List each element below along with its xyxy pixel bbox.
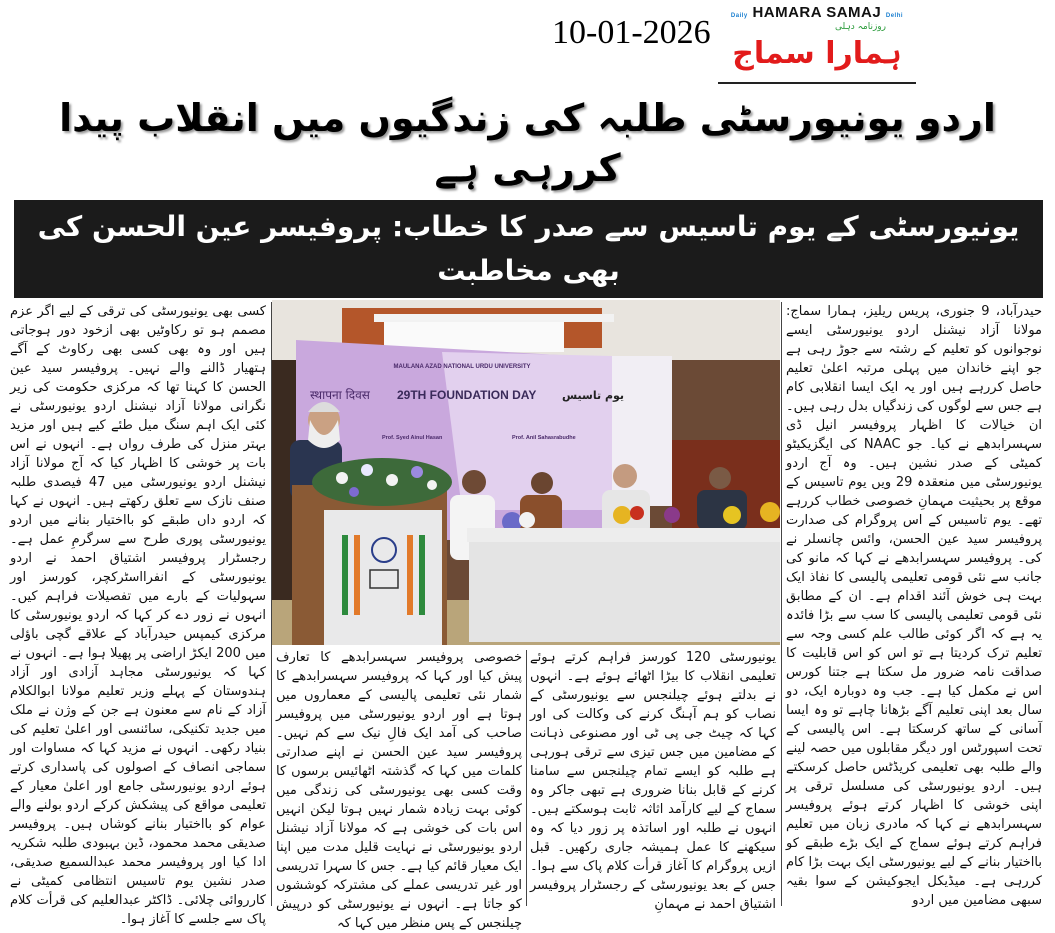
- logo-rule: [718, 82, 916, 84]
- logo-urdu-small: روزنامہ دہلی: [834, 22, 886, 32]
- banner-english-title: 29TH FOUNDATION DAY: [397, 388, 537, 402]
- stage-table: [467, 528, 780, 642]
- banner-person-1: Prof. Syed Ainul Hasan: [382, 435, 443, 441]
- article-column-middle-right: یونیورسٹی 120 کورسز فراہم کرتے ہوئے تعلیمی انقلاب کا بیڑا اٹھائے ہوئے ہے۔ انہوں نے بدلتے ہوئے چیلنجس سے یونیورسٹی کے نصاب کو ہم آہنگ کرنے کی وکالت کی اور کہا کہ چیٹ جی پی ٹی اور مصنوعی ذہانت کے مضامین میں جس تیزی سے ترقی ہورہی ہے طلبہ کو ایسے تمام چیلنجس سے سامنا کرنے کے قابل بنانا ضروری ہے تبھی جاکر وہ سماج کے لیے کارآمد اثاثہ ثابت ہوسکتے ہیں۔ انہوں نے طلبہ اور اساتذہ پر زور دیا کہ وہ سیکھنے کا عمل ہمیشہ جاری رکھیں۔ قبل ازیں پروگرام کا آغاز قرأت کلام پاک سے ہوا۔ جس کے بعد یونیورسٹی کے رجسٹرار پروفیسر اشتیاق احمد نے مہمانِ: [530, 650, 776, 912]
- article-column-right: حیدرآباد، 9 جنوری، پریس ریلیز، ہمارا سماج: مولانا آزاد نیشنل اردو یونیورسٹی ایسے نوجوانوں کو تعلیم کے رشتہ سے جوڑ رہی ہے جو اپنے خاندان میں پہلی مرتبہ اعلیٰ تعلیم حاصل کررہے ہیں اور یہ ایک ایسا انقلابی کام ہے جس سے لوگوں کی زندگیاں بدل رہی ہیں۔ ان خیالات کا اظہار پروفیسر انیل ڈی سہسرابدھے نے کیا۔ جو NAAC کی ایگزیکیٹو کمیٹی کے صدر نشین ہیں۔ وہ آج اردو یونیورسٹی میں منعقدہ 29 ویں یوم تاسیس کے موقع پر بحیثیت مہمانِ خصوصی خطاب کررہے تھے۔ یوم تاسیس کے اس پروگرام کی صدارت پروفیسر سید عین الحسن، وائس چانسلر نے کی۔ پروفیسر سہسرابدھے نے کہا کہ مانو کی جانب سے نئی قومی تعلیمی پالیسی کا نفاذ ایک بہت ہی خوش آئند اقدام ہے۔ ان کے مطابق نئی قومی تعلیمی پالیسی کا سب سے بڑا فائدہ یہ ہے کہ اگر کوئی طالب علم کسی وجہ سے تعلیم ترک کردیتا ہے تو اس کو اس قابلیت کا صداقت نامہ ضرور مل سکتا ہے جتنا کورس اس نے مکمل کیا ہے۔ جب وہ دوبارہ ایک، دو سال بعد اپنی تعلیم آگے بڑھانا چاہے تو وہ ایسا آسانی کے ساتھ کرسکتا ہے۔ اس پالیسی کے تحت اسپورٹس اور دیگر مقابلوں میں حصہ لینے والے طلبہ بھی تعلیمی کریڈٹس حاصل کرسکتے ہیں۔ اردو یونیورسٹی کی مسلسل ترقی پر اپنی خوشی کا اظہار کرتے ہوئے پروفیسر سہسرابدھے نے کہا کہ مادری زبان میں تعلیم فراہم کرتے ہوئے سماج کے ایک بڑے طبقے کو بااختیار بنانے کے لیے یونیورسٹی ایک بہت بڑا کام کررہی ہے۔ میڈیکل ایجوکیشن کے سوا بقیہ سبھی مضامین میں اردو: [786, 304, 1043, 908]
- podium: [292, 458, 452, 645]
- headline: اردو یونیورسٹی طلبہ کی زندگیوں میں انقلاب پیدا کررہی ہے: [59, 96, 996, 190]
- banner-person-2: Prof. Anil Sahasrabudhe: [512, 435, 576, 441]
- event-photo: [272, 300, 780, 645]
- banner-hindi-text: स्थापना दिवस: [310, 388, 370, 402]
- logo-urdu: ہمارا سماج: [732, 36, 902, 71]
- publication-date: 10-01-2026: [552, 14, 711, 51]
- column-divider: [526, 650, 527, 906]
- article-column-left: کسی بھی یونیورسٹی کی ترقی کے لیے اگر عزم مصمم ہو تو رکاوٹیں بھی ازخود دور ہوجاتی ہیں اور وہ بھی کسی بھی رکاوٹ کے آگے ہتھیار ڈالنے والے نہیں۔ پروفیسر سید عین الحسن کا کہنا تھا کہ مرکزی حکومت کی زیر نگرانی مولانا آزاد نیشنل اردو یونیورسٹی نے کئی ایک اہم سنگ میل طئے کیے ہیں اور مزید بہتر منزل کی طرف رواں ہے۔ انہوں نے اس بات پر خوشی کا اظہار کیا کہ آج مولانا آزاد نیشنل اردو یونیورسٹی میں 47 فیصدی طلبہ صنف نازک سے تعلق رکھتے ہیں۔ انہوں نے کہا کہ اردو داں طبقے کو بااختیار بنانے میں اردو یونیورسٹی پوری طرح سے سرگرمِ عمل ہے۔ رجسٹرار پروفیسر اشتیاق احمد نے اردو یونیورسٹی کے انفرااسٹرکچر، کورسز اور سہولیات کے بارے میں تفصیلات فراہم کیں۔ انہوں نے زور دے کر کہا کہ اردو یونیورسٹی کا مرکزی کیمپس حیدرآباد کے علاقے گچی باؤلی میں 200 ایکڑ اراضی پر پھیلا ہوا ہے۔ انہوں نے کہا کہ یونیورسٹی مجاہد آزادی اور آزاد ہندوستان کے پہلے وزیر تعلیم مولانا ابوالکلام آزاد کے نام سے معنون ہے جن کے وژن نے ملک میں جدید تکنیکی، سائنسی اور اعلیٰ تعلیم کی بنیاد رکھی۔ انہوں نے مزید کہا کہ مساوات اور سماجی انصاف کے اصولوں کی پاسداری کرتے ہوئے اردو یونیورسٹی جامع اور اعلیٰ معیار کے تعلیمی مواقع کی پیشکش کرکے اردو بولنے والے عوام کو بااختیار بنانے کوشاں ہیں۔ پروفیسر صدیقی محمد محمود، ڈین بہبودی طلبہ شکریہ ادا کیا اور پروفیسر محمد عبدالسمیع صدیقی، صدر نشین یوم تاسیس انتظامی کمیٹی نے کارروائی چلائی۔ ڈاکٹر عبدالعلیم کی قرأت کلام پاک سے جلسے کا آغاز ہوا۔: [10, 304, 266, 927]
- subheadline: یونیورسٹی کے یوم تاسیس سے صدر کا خطاب: پروفیسر عین الحسن کی بھی مخاطبت: [37, 210, 1020, 287]
- banner-urdu-title: یوم تاسیس: [562, 389, 625, 402]
- newspaper-logo: [718, 4, 916, 84]
- logo-english: Daily HAMARA SAMAJ Delhi: [730, 4, 904, 21]
- column-divider: [781, 302, 782, 906]
- banner-university-text: MAULANA AZAD NATIONAL URDU UNIVERSITY: [393, 364, 531, 370]
- article-column-middle-left: خصوصی پروفیسر سہسرابدھے کا تعارف پیش کیا اور کہا کہ پروفیسر سہسرابدھے کا شمار نئی تعلیمی پالیسی کے معماروں میں ہوتا ہے اور اردو یونیورسٹی میں پروفیسر صاحب کی آمد ایک فالِ نیک سے کم نہیں۔ پروفیسر سید عین الحسن نے اپنے صدارتی کلمات میں کہا کہ گذشتہ اٹھائیس برسوں کا وقت کسی بھی یونیورسٹی کی زندگی میں کوئی بہت زیادہ شمار نہیں ہوتا لیکن انہیں اس بات کی خوشی ہے کہ مولانا آزاد نیشنل اردو یونیورسٹی نے نہایت قلیل مدت میں اپنا ایک معیار قائم کیا ہے۔ جس کا سہرا تدریسی اور غیر تدریسی عملے کی مشترکہ کوششوں کو جاتا ہے۔ انہوں نے یونیورسٹی کو درپیش چیلنجس کے پس منظر میں کہا کہ: [276, 650, 522, 931]
